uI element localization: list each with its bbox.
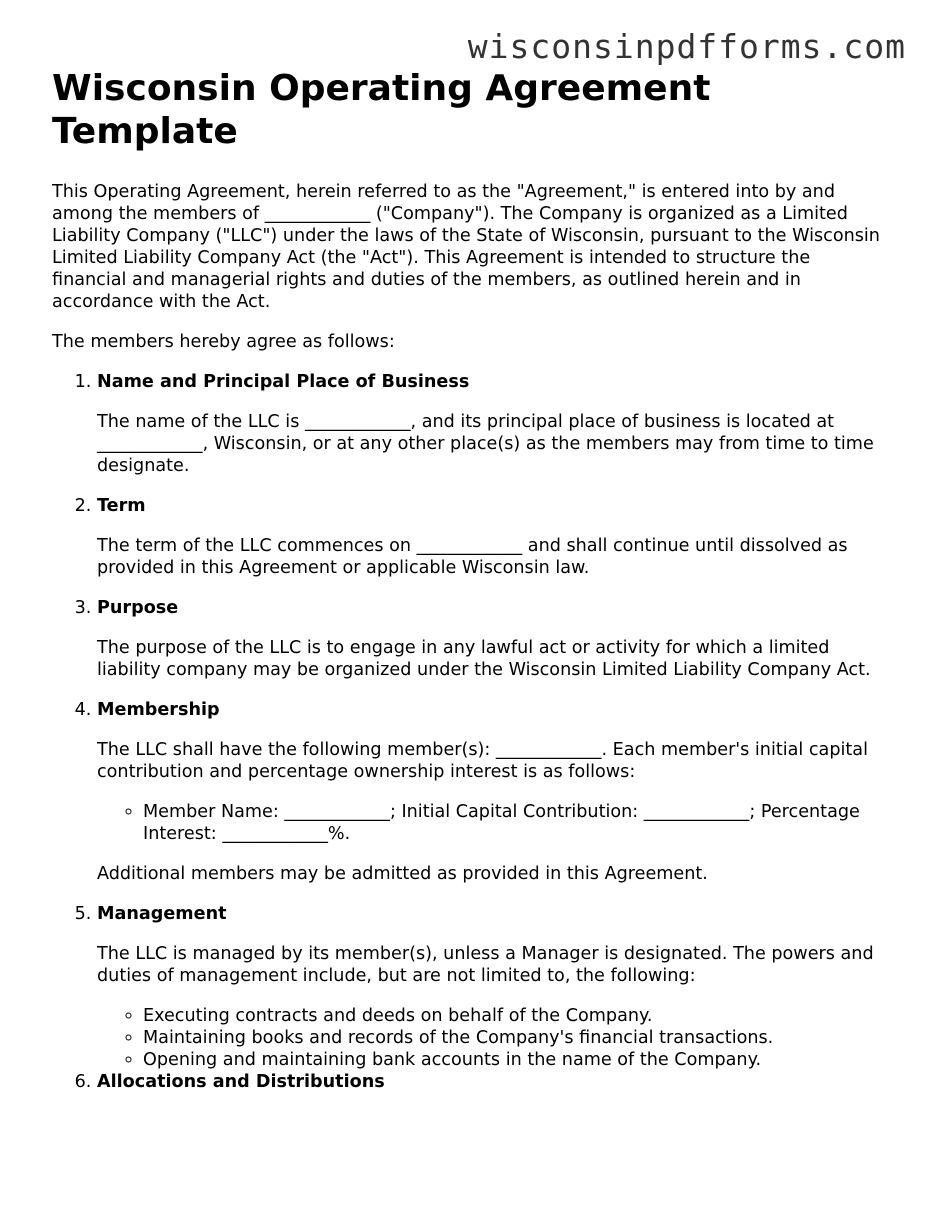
section-title: 3. Purpose: [97, 598, 179, 618]
document-page: [52, 67, 887, 1093]
sections-list: [52, 371, 887, 1093]
section-body: The LLC is managed by its member(s), unless a Manager is designated. The powers and duties of management include, but are not limited to, the following:: [97, 944, 874, 986]
membership-bullets: [97, 801, 887, 845]
list-item: ◦ Maintaining books and records of the Company's financial transactions.: [143, 1027, 887, 1049]
section-title: 4. Membership: [97, 700, 220, 720]
section-term: [97, 495, 887, 579]
section-title: 5. Management: [97, 904, 227, 924]
section-title: 1. Name and Principal Place of Business: [97, 372, 470, 392]
section-allocations: [97, 1071, 887, 1093]
site-watermark: wisconsinpdfforms.com: [467, 27, 906, 66]
section-purpose: [97, 597, 887, 681]
list-item: ◦ Member Name: ____________; Initial Capital Contribution: ____________; Percentage Interest: ____________%.: [143, 801, 887, 845]
section-management: [97, 903, 887, 1071]
section-note: Additional members may be admitted as provided in this Agreement.: [97, 864, 708, 884]
section-membership: [97, 699, 887, 885]
section-body: The LLC shall have the following member(s): ____________. Each member's initial capital contribution and percentage ownership interest is as follows:: [97, 740, 868, 782]
document-title: Wisconsin Operating Agreement Template: [52, 68, 711, 152]
section-body: The name of the LLC is ____________, and its principal place of business is located at ____________, Wisconsin, or at any other place(s) as the members may from time to time designate.: [97, 412, 874, 476]
list-item: ◦ Executing contracts and deeds on behalf of the Company.: [143, 1005, 887, 1027]
list-item: ◦ Opening and maintaining bank accounts in the name of the Company.: [143, 1049, 887, 1071]
section-name-and-place: [97, 371, 887, 477]
management-bullets: [97, 1005, 887, 1071]
intro-paragraph: This Operating Agreement, herein referred to as the "Agreement," is entered into by and among the members of ____________ ("Company"). The Company is organized as a Limited Liability Company ("LLC") under the laws of the State of Wisconsin, pursuant to the Wisconsin Limited Liability Company Act (the "Act"). This Agreement is intended to structure the financial and managerial rights and duties of the members, as outlined herein and in accordance with the Act.: [52, 182, 880, 312]
section-title: 6. Allocations and Distributions: [97, 1072, 385, 1092]
section-body: The term of the LLC commences on ____________ and shall continue until dissolved as provided in this Agreement or applicable Wisconsin law.: [97, 536, 848, 578]
section-body: The purpose of the LLC is to engage in any lawful act or activity for which a limited liability company may be organized under the Wisconsin Limited Liability Company Act.: [97, 638, 871, 680]
agree-line: The members hereby agree as follows:: [52, 332, 395, 352]
section-title: 2. Term: [97, 496, 146, 516]
